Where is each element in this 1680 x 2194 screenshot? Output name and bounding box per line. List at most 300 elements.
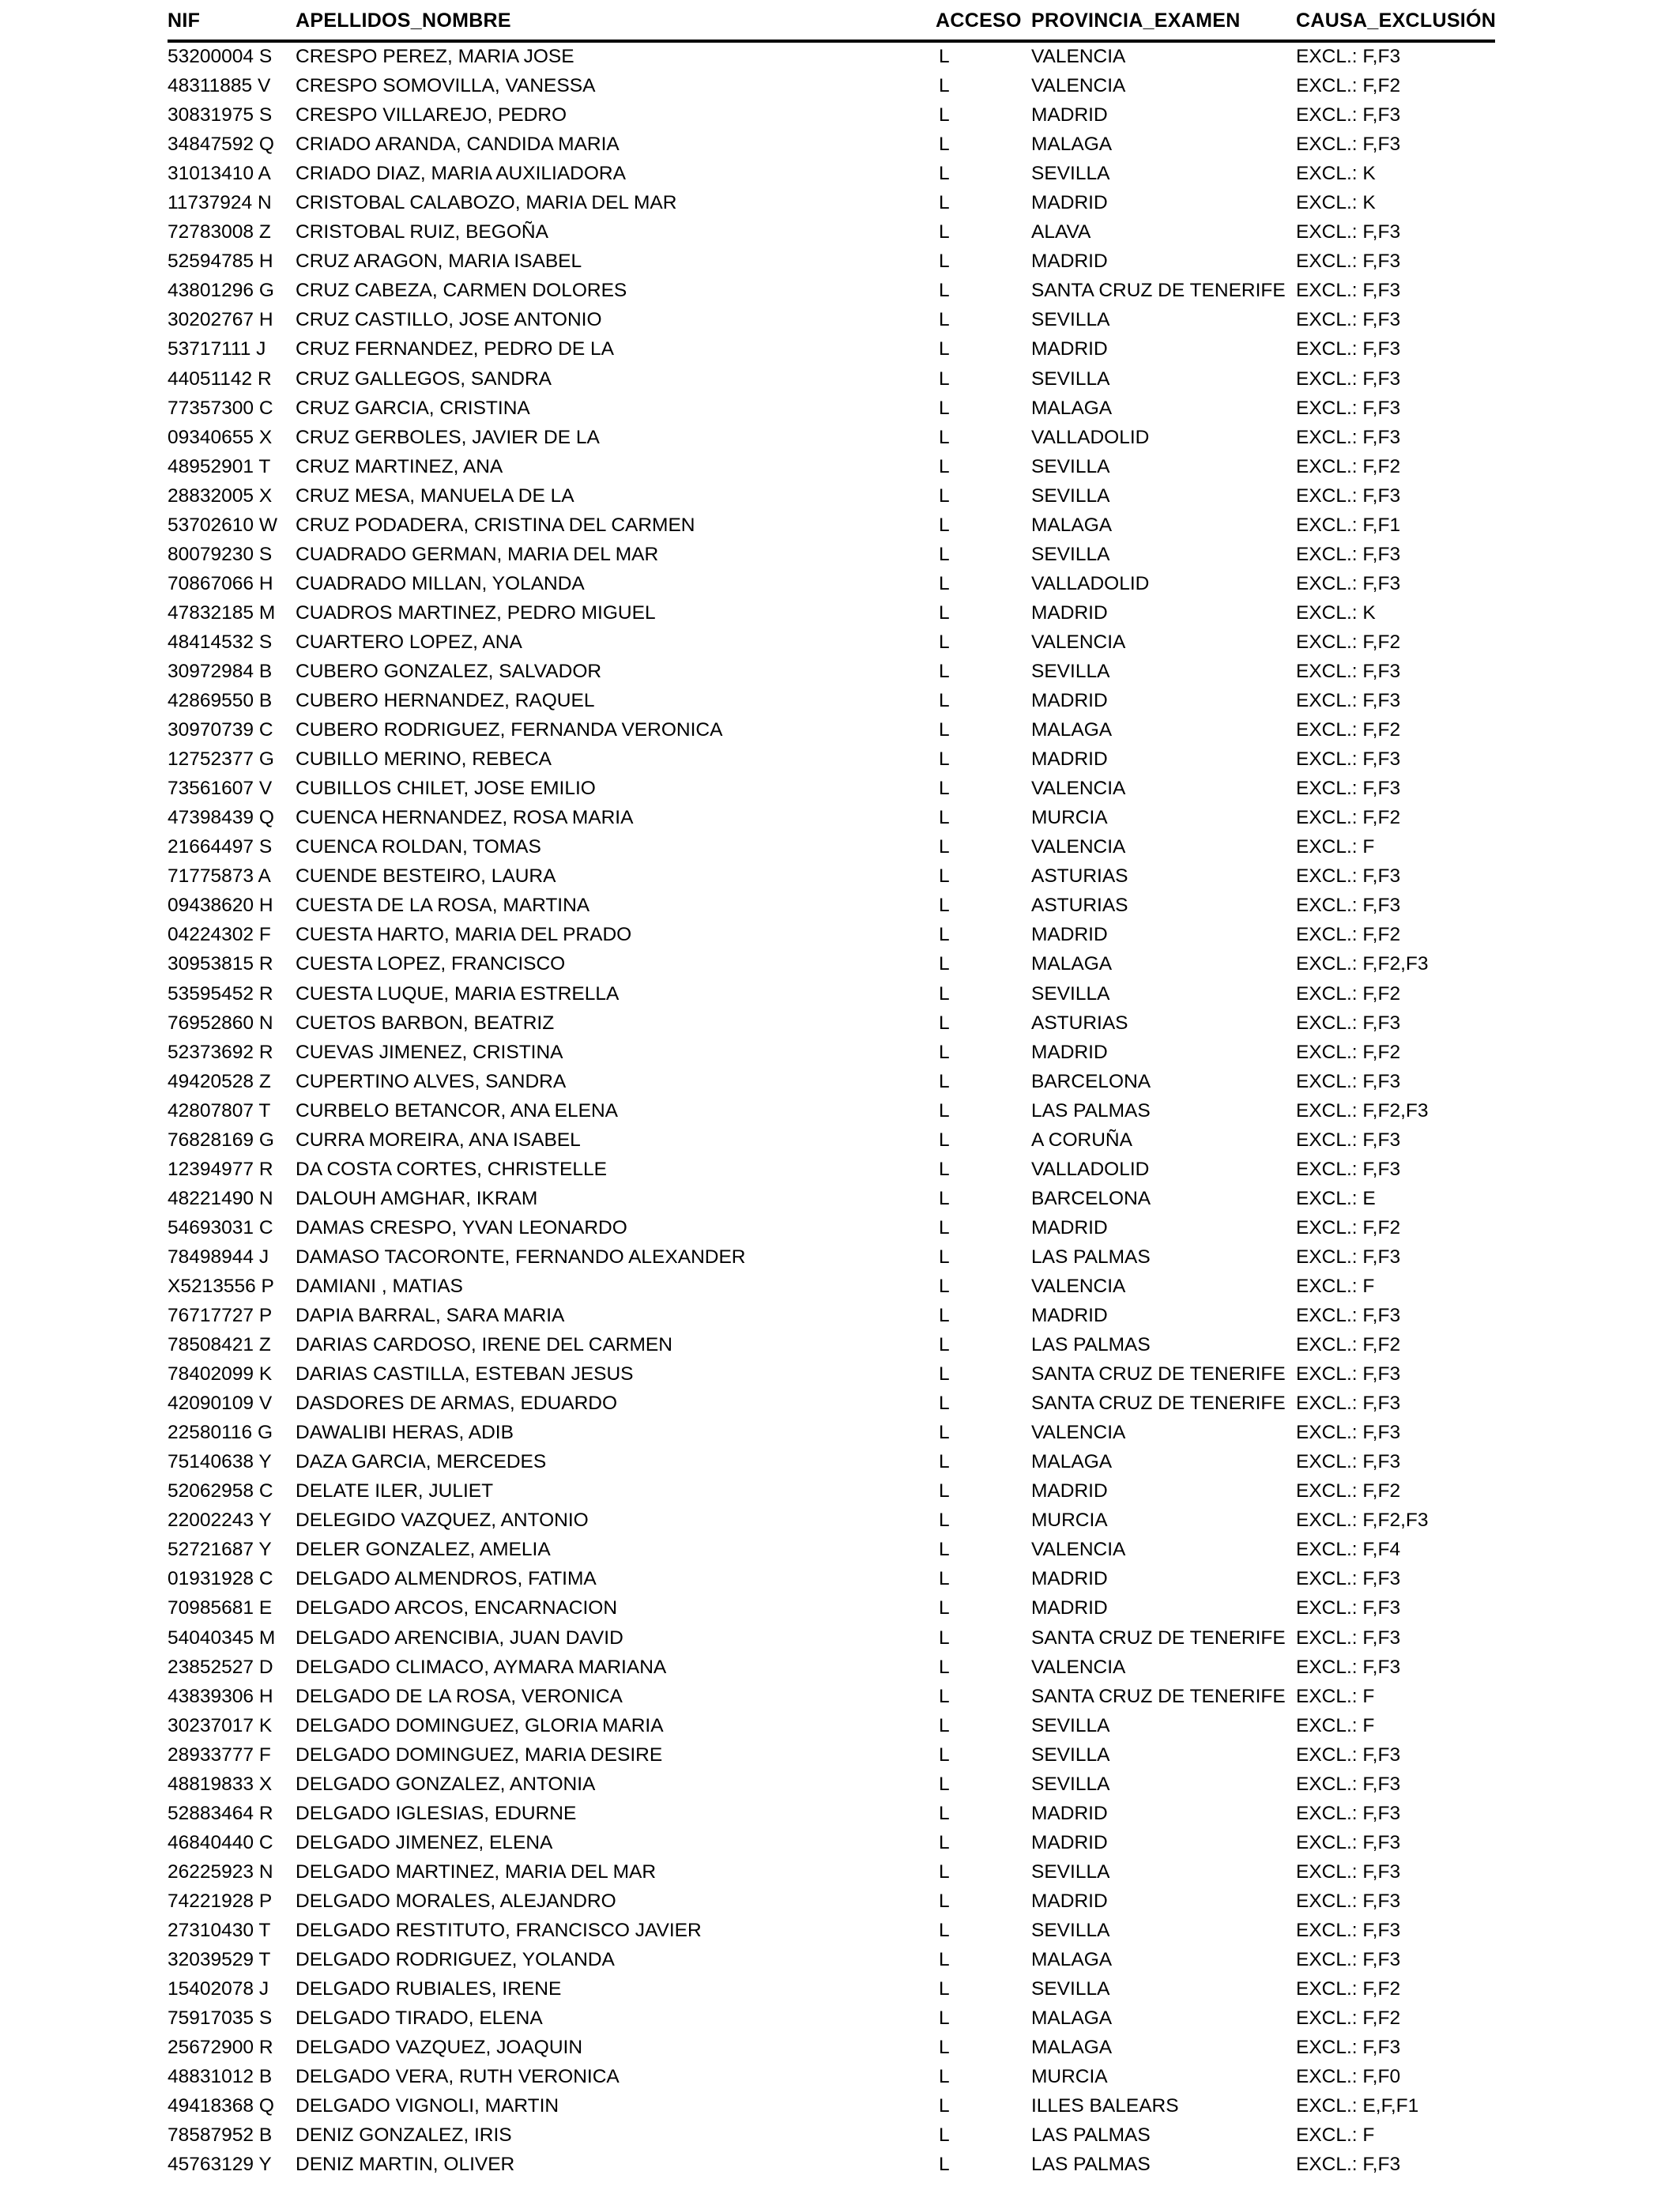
cell-causa-exclusion: EXCL.: F,F2	[1296, 1978, 1401, 2000]
header-acceso: ACCESO	[936, 9, 1022, 32]
cell-acceso: L	[939, 1890, 950, 1912]
cell-acceso: L	[939, 368, 950, 390]
cell-provincia-examen: MALAGA	[1031, 2037, 1113, 2059]
cell-causa-exclusion: EXCL.: E,F,F1	[1296, 2095, 1419, 2117]
cell-acceso: L	[939, 924, 950, 946]
cell-acceso: L	[939, 1041, 950, 1063]
cell-acceso: L	[939, 895, 950, 917]
cell-apellidos-nombre: DELGADO RODRIGUEZ, YOLANDA	[296, 1949, 615, 1971]
cell-causa-exclusion: EXCL.: F,F2	[1296, 719, 1401, 741]
cell-causa-exclusion: EXCL.: F,F2	[1296, 2007, 1401, 2030]
cell-provincia-examen: MADRID	[1031, 1480, 1108, 1502]
cell-causa-exclusion: EXCL.: F,F3	[1296, 865, 1401, 888]
cell-apellidos-nombre: CUENDE BESTEIRO, LAURA	[296, 865, 556, 888]
cell-nif: 48831012 B	[168, 2066, 273, 2088]
cell-nif: 42090109 V	[168, 1393, 273, 1415]
cell-apellidos-nombre: CUPERTINO ALVES, SANDRA	[296, 1070, 567, 1092]
cell-apellidos-nombre: CRISTOBAL CALABOZO, MARIA DEL MAR	[296, 192, 677, 214]
cell-causa-exclusion: EXCL.: K	[1296, 192, 1376, 214]
cell-apellidos-nombre: DELGADO MARTINEZ, MARIA DEL MAR	[296, 1860, 657, 1883]
table-row	[168, 775, 1495, 804]
cell-causa-exclusion: EXCL.: F,F3	[1296, 251, 1401, 273]
cell-nif: 09340655 X	[168, 426, 273, 448]
cell-provincia-examen: MALAGA	[1031, 1451, 1113, 1473]
cell-apellidos-nombre: DELGADO MORALES, ALEJANDRO	[296, 1890, 616, 1912]
cell-provincia-examen: VALLADOLID	[1031, 426, 1150, 448]
cell-nif: 01931928 C	[168, 1568, 273, 1590]
cell-apellidos-nombre: DELGADO DOMINGUEZ, GLORIA MARIA	[296, 1714, 664, 1736]
cell-acceso: L	[939, 1246, 950, 1268]
cell-acceso: L	[939, 1393, 950, 1415]
cell-nif: 53702610 W	[168, 514, 277, 536]
cell-apellidos-nombre: DAZA GARCIA, MERCEDES	[296, 1451, 547, 1473]
cell-causa-exclusion: EXCL.: F,F2,F3	[1296, 953, 1429, 975]
table-row	[168, 1917, 1495, 1946]
cell-nif: 53200004 S	[168, 46, 273, 67]
cell-provincia-examen: BARCELONA	[1031, 1187, 1151, 1209]
table-row	[168, 482, 1495, 511]
table-row	[168, 1800, 1495, 1829]
cell-acceso: L	[939, 2037, 950, 2059]
cell-nif: 09438620 H	[168, 895, 273, 917]
cell-nif: 30831975 S	[168, 104, 273, 126]
cell-acceso: L	[939, 1422, 950, 1444]
cell-causa-exclusion: EXCL.: F,F3	[1296, 1012, 1401, 1034]
cell-apellidos-nombre: CUESTA DE LA ROSA, MARTINA	[296, 895, 590, 917]
cell-nif: 49420528 Z	[168, 1070, 271, 1092]
cell-apellidos-nombre: CRIADO ARANDA, CANDIDA MARIA	[296, 134, 620, 156]
cell-apellidos-nombre: CRUZ GARCIA, CRISTINA	[296, 397, 530, 419]
cell-provincia-examen: ASTURIAS	[1031, 895, 1128, 917]
cell-provincia-examen: A CORUÑA	[1031, 1129, 1132, 1151]
cell-apellidos-nombre: DENIZ MARTIN, OLIVER	[296, 2154, 515, 2176]
cell-acceso: L	[939, 163, 950, 185]
table-row	[168, 599, 1495, 628]
cell-nif: 45763129 Y	[168, 2154, 272, 2176]
cell-apellidos-nombre: DELGADO GONZALEZ, ANTONIA	[296, 1773, 596, 1795]
table-row	[168, 2151, 1495, 2180]
cell-causa-exclusion: EXCL.: F,F3	[1296, 1246, 1401, 1268]
cell-causa-exclusion: EXCL.: F,F3	[1296, 895, 1401, 917]
cell-nif: 31013410 A	[168, 163, 271, 185]
cell-provincia-examen: SEVILLA	[1031, 1860, 1110, 1883]
cell-causa-exclusion: EXCL.: F,F4	[1296, 1539, 1401, 1561]
table-row	[168, 1770, 1495, 1800]
cell-acceso: L	[939, 2154, 950, 2176]
cell-apellidos-nombre: CURRA MOREIRA, ANA ISABEL	[296, 1129, 581, 1151]
cell-provincia-examen: VALENCIA	[1031, 1422, 1126, 1444]
table-row	[168, 541, 1495, 570]
cell-causa-exclusion: EXCL.: F,F3	[1296, 338, 1401, 360]
cell-acceso: L	[939, 1860, 950, 1883]
cell-apellidos-nombre: CUARTERO LOPEZ, ANA	[296, 631, 522, 653]
cell-acceso: L	[939, 1627, 950, 1649]
cell-acceso: L	[939, 748, 950, 771]
cell-causa-exclusion: EXCL.: F,F3	[1296, 1422, 1401, 1444]
cell-apellidos-nombre: DELEGIDO VAZQUEZ, ANTONIO	[296, 1510, 589, 1532]
cell-nif: 47398439 Q	[168, 807, 274, 829]
cell-causa-exclusion: EXCL.: F,F3	[1296, 280, 1401, 302]
cell-provincia-examen: LAS PALMAS	[1031, 2124, 1151, 2147]
cell-provincia-examen: VALLADOLID	[1031, 572, 1150, 594]
cell-apellidos-nombre: CUETOS BARBON, BEATRIZ	[296, 1012, 555, 1034]
cell-causa-exclusion: EXCL.: F,F2	[1296, 924, 1401, 946]
cell-causa-exclusion: EXCL.: F,F3	[1296, 690, 1401, 712]
cell-provincia-examen: MADRID	[1031, 1802, 1108, 1824]
cell-nif: 76828169 G	[168, 1129, 274, 1151]
cell-provincia-examen: MADRID	[1031, 104, 1108, 126]
cell-apellidos-nombre: CRESPO PEREZ, MARIA JOSE	[296, 46, 574, 67]
cell-nif: 30972984 B	[168, 660, 273, 682]
cell-provincia-examen: MALAGA	[1031, 719, 1113, 741]
cell-apellidos-nombre: DAWALIBI HERAS, ADIB	[296, 1422, 514, 1444]
exclusion-list-table	[168, 0, 1495, 2180]
table-row	[168, 658, 1495, 687]
cell-acceso: L	[939, 2007, 950, 2030]
cell-acceso: L	[939, 192, 950, 214]
header-provincia-examen: PROVINCIA_EXAMEN	[1031, 9, 1241, 32]
cell-causa-exclusion: EXCL.: F	[1296, 1685, 1375, 1707]
cell-acceso: L	[939, 690, 950, 712]
cell-provincia-examen: SEVILLA	[1031, 982, 1110, 1005]
cell-causa-exclusion: EXCL.: F,F3	[1296, 1363, 1401, 1385]
cell-acceso: L	[939, 1597, 950, 1619]
cell-acceso: L	[939, 1773, 950, 1795]
cell-apellidos-nombre: CRIADO DIAZ, MARIA AUXILIADORA	[296, 163, 626, 185]
cell-provincia-examen: MADRID	[1031, 1890, 1108, 1912]
header-causa-exclusion: CAUSA_EXCLUSIÓN	[1296, 9, 1497, 32]
cell-acceso: L	[939, 1187, 950, 1209]
cell-causa-exclusion: EXCL.: F,F3	[1296, 368, 1401, 390]
cell-acceso: L	[939, 1831, 950, 1853]
cell-nif: 44051142 R	[168, 368, 272, 390]
cell-apellidos-nombre: CRUZ MARTINEZ, ANA	[296, 455, 503, 477]
cell-nif: 77357300 C	[168, 397, 273, 419]
table-row	[168, 1683, 1495, 1712]
table-row	[168, 1624, 1495, 1653]
cell-acceso: L	[939, 1216, 950, 1238]
cell-apellidos-nombre: CRESPO SOMOVILLA, VANESSA	[296, 75, 596, 97]
table-row	[168, 365, 1495, 394]
cell-acceso: L	[939, 514, 950, 536]
cell-apellidos-nombre: DELGADO DE LA ROSA, VERONICA	[296, 1685, 623, 1707]
cell-nif: X5213556 P	[168, 1275, 274, 1297]
cell-provincia-examen: SANTA CRUZ DE TENERIFE	[1031, 280, 1286, 302]
cell-acceso: L	[939, 1451, 950, 1473]
cell-nif: 76952860 N	[168, 1012, 273, 1034]
cell-apellidos-nombre: CUENCA HERNANDEZ, ROSA MARIA	[296, 807, 634, 829]
cell-provincia-examen: SEVILLA	[1031, 309, 1110, 331]
table-row	[168, 247, 1495, 277]
cell-provincia-examen: ILLES BALEARS	[1031, 2095, 1179, 2117]
table-header	[168, 0, 1495, 43]
cell-causa-exclusion: EXCL.: F,F3	[1296, 221, 1401, 243]
table-row	[168, 1155, 1495, 1185]
cell-nif: 12394977 R	[168, 1158, 273, 1180]
cell-provincia-examen: MADRID	[1031, 748, 1108, 771]
cell-nif: 42807807 T	[168, 1099, 271, 1122]
cell-nif: 11737924 N	[168, 192, 272, 214]
cell-acceso: L	[939, 1129, 950, 1151]
cell-provincia-examen: SEVILLA	[1031, 455, 1110, 477]
cell-provincia-examen: MADRID	[1031, 338, 1108, 360]
table-row	[168, 306, 1495, 335]
cell-acceso: L	[939, 2095, 950, 2117]
cell-nif: 78498944 J	[168, 1246, 269, 1268]
cell-apellidos-nombre: CUADRADO MILLAN, YOLANDA	[296, 572, 585, 594]
cell-apellidos-nombre: CRUZ MESA, MANUELA DE LA	[296, 484, 574, 507]
cell-nif: 21664497 S	[168, 836, 273, 858]
cell-causa-exclusion: EXCL.: F	[1296, 1275, 1375, 1297]
cell-nif: 75140638 Y	[168, 1451, 272, 1473]
cell-nif: 52062958 C	[168, 1480, 273, 1502]
cell-apellidos-nombre: DAMASO TACORONTE, FERNANDO ALEXANDER	[296, 1246, 746, 1268]
cell-apellidos-nombre: DELGADO ALMENDROS, FATIMA	[296, 1568, 597, 1590]
cell-acceso: L	[939, 1334, 950, 1356]
table-row	[168, 2004, 1495, 2034]
cell-causa-exclusion: EXCL.: F,F0	[1296, 2066, 1401, 2088]
cell-causa-exclusion: EXCL.: F,F3	[1296, 1129, 1401, 1151]
cell-apellidos-nombre: DELGADO CLIMACO, AYMARA MARIANA	[296, 1656, 667, 1678]
cell-acceso: L	[939, 572, 950, 594]
cell-nif: 70867066 H	[168, 572, 273, 594]
cell-provincia-examen: VALENCIA	[1031, 1539, 1126, 1561]
cell-acceso: L	[939, 104, 950, 126]
cell-causa-exclusion: EXCL.: F,F2,F3	[1296, 1099, 1429, 1122]
table-row	[168, 1243, 1495, 1272]
cell-apellidos-nombre: CURBELO BETANCOR, ANA ELENA	[296, 1099, 618, 1122]
table-row	[168, 1477, 1495, 1506]
cell-nif: 54693031 C	[168, 1216, 273, 1238]
cell-provincia-examen: MALAGA	[1031, 134, 1113, 156]
cell-apellidos-nombre: CUENCA ROLDAN, TOMAS	[296, 836, 541, 858]
cell-acceso: L	[939, 1539, 950, 1561]
cell-provincia-examen: VALENCIA	[1031, 836, 1126, 858]
cell-provincia-examen: MADRID	[1031, 251, 1108, 273]
cell-provincia-examen: SEVILLA	[1031, 1714, 1110, 1736]
cell-causa-exclusion: EXCL.: F,F3	[1296, 1890, 1401, 1912]
cell-acceso: L	[939, 455, 950, 477]
cell-causa-exclusion: EXCL.: F,F2	[1296, 631, 1401, 653]
cell-nif: 52594785 H	[168, 251, 273, 273]
cell-causa-exclusion: EXCL.: F,F3	[1296, 1305, 1401, 1327]
table-row	[168, 1272, 1495, 1302]
cell-nif: 47832185 M	[168, 601, 276, 624]
table-row	[168, 1946, 1495, 1975]
cell-provincia-examen: SEVILLA	[1031, 1744, 1110, 1766]
table-row	[168, 1126, 1495, 1155]
cell-causa-exclusion: EXCL.: F,F3	[1296, 1070, 1401, 1092]
cell-causa-exclusion: EXCL.: F,F3	[1296, 1744, 1401, 1766]
cell-causa-exclusion: EXCL.: F,F3	[1296, 1393, 1401, 1415]
cell-provincia-examen: MALAGA	[1031, 1949, 1113, 1971]
cell-apellidos-nombre: DELGADO VIGNOLI, MARTIN	[296, 2095, 559, 2117]
cell-acceso: L	[939, 543, 950, 565]
table-row	[168, 277, 1495, 306]
table-row	[168, 1565, 1495, 1594]
cell-apellidos-nombre: DELATE ILER, JULIET	[296, 1480, 494, 1502]
cell-nif: 28832005 X	[168, 484, 273, 507]
cell-apellidos-nombre: DELGADO DOMINGUEZ, MARIA DESIRE	[296, 1744, 663, 1766]
cell-acceso: L	[939, 1012, 950, 1034]
cell-apellidos-nombre: CRUZ ARAGON, MARIA ISABEL	[296, 251, 582, 273]
cell-causa-exclusion: EXCL.: F,F3	[1296, 309, 1401, 331]
cell-causa-exclusion: EXCL.: F,F3	[1296, 46, 1401, 67]
cell-causa-exclusion: EXCL.: F,F3	[1296, 2154, 1401, 2176]
table-row	[168, 1536, 1495, 1565]
cell-apellidos-nombre: CUESTA LOPEZ, FRANCISCO	[296, 953, 566, 975]
cell-acceso: L	[939, 660, 950, 682]
table-row	[168, 2063, 1495, 2092]
cell-nif: 43839306 H	[168, 1685, 273, 1707]
cell-apellidos-nombre: DARIAS CARDOSO, IRENE DEL CARMEN	[296, 1334, 672, 1356]
cell-causa-exclusion: EXCL.: F,F2	[1296, 1216, 1401, 1238]
cell-nif: 54040345 M	[168, 1627, 276, 1649]
cell-nif: 72783008 Z	[168, 221, 271, 243]
cell-causa-exclusion: EXCL.: F	[1296, 1714, 1375, 1736]
cell-nif: 30237017 K	[168, 1714, 273, 1736]
cell-apellidos-nombre: CUADRADO GERMAN, MARIA DEL MAR	[296, 543, 659, 565]
cell-nif: 34847592 Q	[168, 134, 274, 156]
cell-apellidos-nombre: CRUZ GERBOLES, JAVIER DE LA	[296, 426, 600, 448]
table-row	[168, 1360, 1495, 1389]
cell-causa-exclusion: EXCL.: F,F3	[1296, 1831, 1401, 1853]
table-row	[168, 570, 1495, 599]
cell-causa-exclusion: EXCL.: F,F3	[1296, 104, 1401, 126]
cell-nif: 15402078 J	[168, 1978, 269, 2000]
table-row	[168, 862, 1495, 892]
table-body	[168, 43, 1495, 2180]
cell-provincia-examen: MURCIA	[1031, 2066, 1108, 2088]
cell-acceso: L	[939, 836, 950, 858]
cell-apellidos-nombre: CRUZ CASTILLO, JOSE ANTONIO	[296, 309, 602, 331]
cell-provincia-examen: SANTA CRUZ DE TENERIFE	[1031, 1363, 1286, 1385]
cell-acceso: L	[939, 953, 950, 975]
table-row	[168, 1419, 1495, 1448]
cell-apellidos-nombre: DELGADO VAZQUEZ, JOAQUIN	[296, 2037, 583, 2059]
cell-apellidos-nombre: CUBERO RODRIGUEZ, FERNANDA VERONICA	[296, 719, 723, 741]
cell-apellidos-nombre: DARIAS CASTILLA, ESTEBAN JESUS	[296, 1363, 634, 1385]
cell-provincia-examen: MADRID	[1031, 601, 1108, 624]
cell-provincia-examen: MADRID	[1031, 1041, 1108, 1063]
cell-provincia-examen: MURCIA	[1031, 807, 1108, 829]
cell-provincia-examen: VALENCIA	[1031, 46, 1126, 67]
cell-nif: 74221928 P	[168, 1890, 273, 1912]
cell-provincia-examen: VALLADOLID	[1031, 1158, 1150, 1180]
cell-nif: 23852527 D	[168, 1656, 273, 1678]
cell-apellidos-nombre: DELGADO IGLESIAS, EDURNE	[296, 1802, 577, 1824]
cell-nif: 52373692 R	[168, 1041, 273, 1063]
cell-provincia-examen: MADRID	[1031, 1568, 1108, 1590]
table-row	[168, 745, 1495, 775]
table-row	[168, 1887, 1495, 1917]
cell-nif: 30970739 C	[168, 719, 273, 741]
cell-nif: 71775873 A	[168, 865, 271, 888]
cell-nif: 22002243 Y	[168, 1510, 272, 1532]
cell-nif: 48819833 X	[168, 1773, 273, 1795]
cell-causa-exclusion: EXCL.: F,F3	[1296, 1158, 1401, 1180]
cell-acceso: L	[939, 982, 950, 1005]
cell-causa-exclusion: EXCL.: F,F3	[1296, 543, 1401, 565]
cell-provincia-examen: ASTURIAS	[1031, 1012, 1128, 1034]
cell-nif: 48221490 N	[168, 1187, 273, 1209]
cell-causa-exclusion: EXCL.: F,F2	[1296, 807, 1401, 829]
table-row	[168, 1448, 1495, 1477]
cell-apellidos-nombre: CRISTOBAL RUIZ, BEGOÑA	[296, 221, 548, 243]
cell-causa-exclusion: EXCL.: F,F3	[1296, 1773, 1401, 1795]
cell-provincia-examen: SEVILLA	[1031, 1773, 1110, 1795]
table-row	[168, 1858, 1495, 1887]
cell-acceso: L	[939, 1305, 950, 1327]
cell-provincia-examen: LAS PALMAS	[1031, 1246, 1151, 1268]
cell-acceso: L	[939, 807, 950, 829]
cell-acceso: L	[939, 1070, 950, 1092]
cell-causa-exclusion: EXCL.: F	[1296, 836, 1375, 858]
cell-provincia-examen: SANTA CRUZ DE TENERIFE	[1031, 1393, 1286, 1415]
cell-nif: 26225923 N	[168, 1860, 273, 1883]
cell-apellidos-nombre: CUBERO HERNANDEZ, RAQUEL	[296, 690, 595, 712]
cell-apellidos-nombre: CRESPO VILLAREJO, PEDRO	[296, 104, 567, 126]
cell-acceso: L	[939, 1158, 950, 1180]
cell-acceso: L	[939, 1744, 950, 1766]
cell-causa-exclusion: EXCL.: F,F2	[1296, 1334, 1401, 1356]
table-row	[168, 335, 1495, 364]
cell-apellidos-nombre: DELGADO VERA, RUTH VERONICA	[296, 2066, 620, 2088]
table-row	[168, 1331, 1495, 1360]
cell-causa-exclusion: EXCL.: F,F3	[1296, 1627, 1401, 1649]
table-row	[168, 511, 1495, 541]
cell-acceso: L	[939, 1275, 950, 1297]
cell-apellidos-nombre: CRUZ CABEZA, CARMEN DOLORES	[296, 280, 627, 302]
table-row	[168, 1975, 1495, 2004]
cell-acceso: L	[939, 75, 950, 97]
cell-nif: 75917035 S	[168, 2007, 273, 2030]
cell-apellidos-nombre: DAMIANI , MATIAS	[296, 1275, 463, 1297]
cell-causa-exclusion: EXCL.: F,F3	[1296, 748, 1401, 771]
cell-provincia-examen: MALAGA	[1031, 397, 1113, 419]
table-row	[168, 833, 1495, 862]
cell-provincia-examen: SEVILLA	[1031, 1920, 1110, 1941]
cell-apellidos-nombre: DELGADO RESTITUTO, FRANCISCO JAVIER	[296, 1920, 702, 1941]
cell-nif: 76717727 P	[168, 1305, 273, 1327]
table-row	[168, 2092, 1495, 2121]
cell-causa-exclusion: EXCL.: F	[1296, 2124, 1375, 2147]
cell-nif: 70985681 E	[168, 1597, 273, 1619]
cell-acceso: L	[939, 1099, 950, 1122]
table-row	[168, 1653, 1495, 1683]
cell-provincia-examen: SEVILLA	[1031, 484, 1110, 507]
cell-acceso: L	[939, 309, 950, 331]
cell-provincia-examen: SEVILLA	[1031, 368, 1110, 390]
table-row	[168, 1829, 1495, 1858]
cell-apellidos-nombre: DA COSTA CORTES, CHRISTELLE	[296, 1158, 607, 1180]
cell-acceso: L	[939, 778, 950, 800]
cell-nif: 22580116 G	[168, 1422, 273, 1444]
cell-nif: 78508421 Z	[168, 1334, 271, 1356]
cell-acceso: L	[939, 1949, 950, 1971]
cell-causa-exclusion: EXCL.: K	[1296, 163, 1376, 185]
table-row	[168, 921, 1495, 950]
cell-apellidos-nombre: DELER GONZALEZ, AMELIA	[296, 1539, 551, 1561]
cell-provincia-examen: SANTA CRUZ DE TENERIFE	[1031, 1685, 1286, 1707]
cell-nif: 30202767 H	[168, 309, 273, 331]
cell-acceso: L	[939, 1510, 950, 1532]
cell-acceso: L	[939, 46, 950, 67]
cell-acceso: L	[939, 251, 950, 273]
cell-provincia-examen: VALENCIA	[1031, 1275, 1126, 1297]
table-row	[168, 892, 1495, 921]
cell-acceso: L	[939, 2066, 950, 2088]
